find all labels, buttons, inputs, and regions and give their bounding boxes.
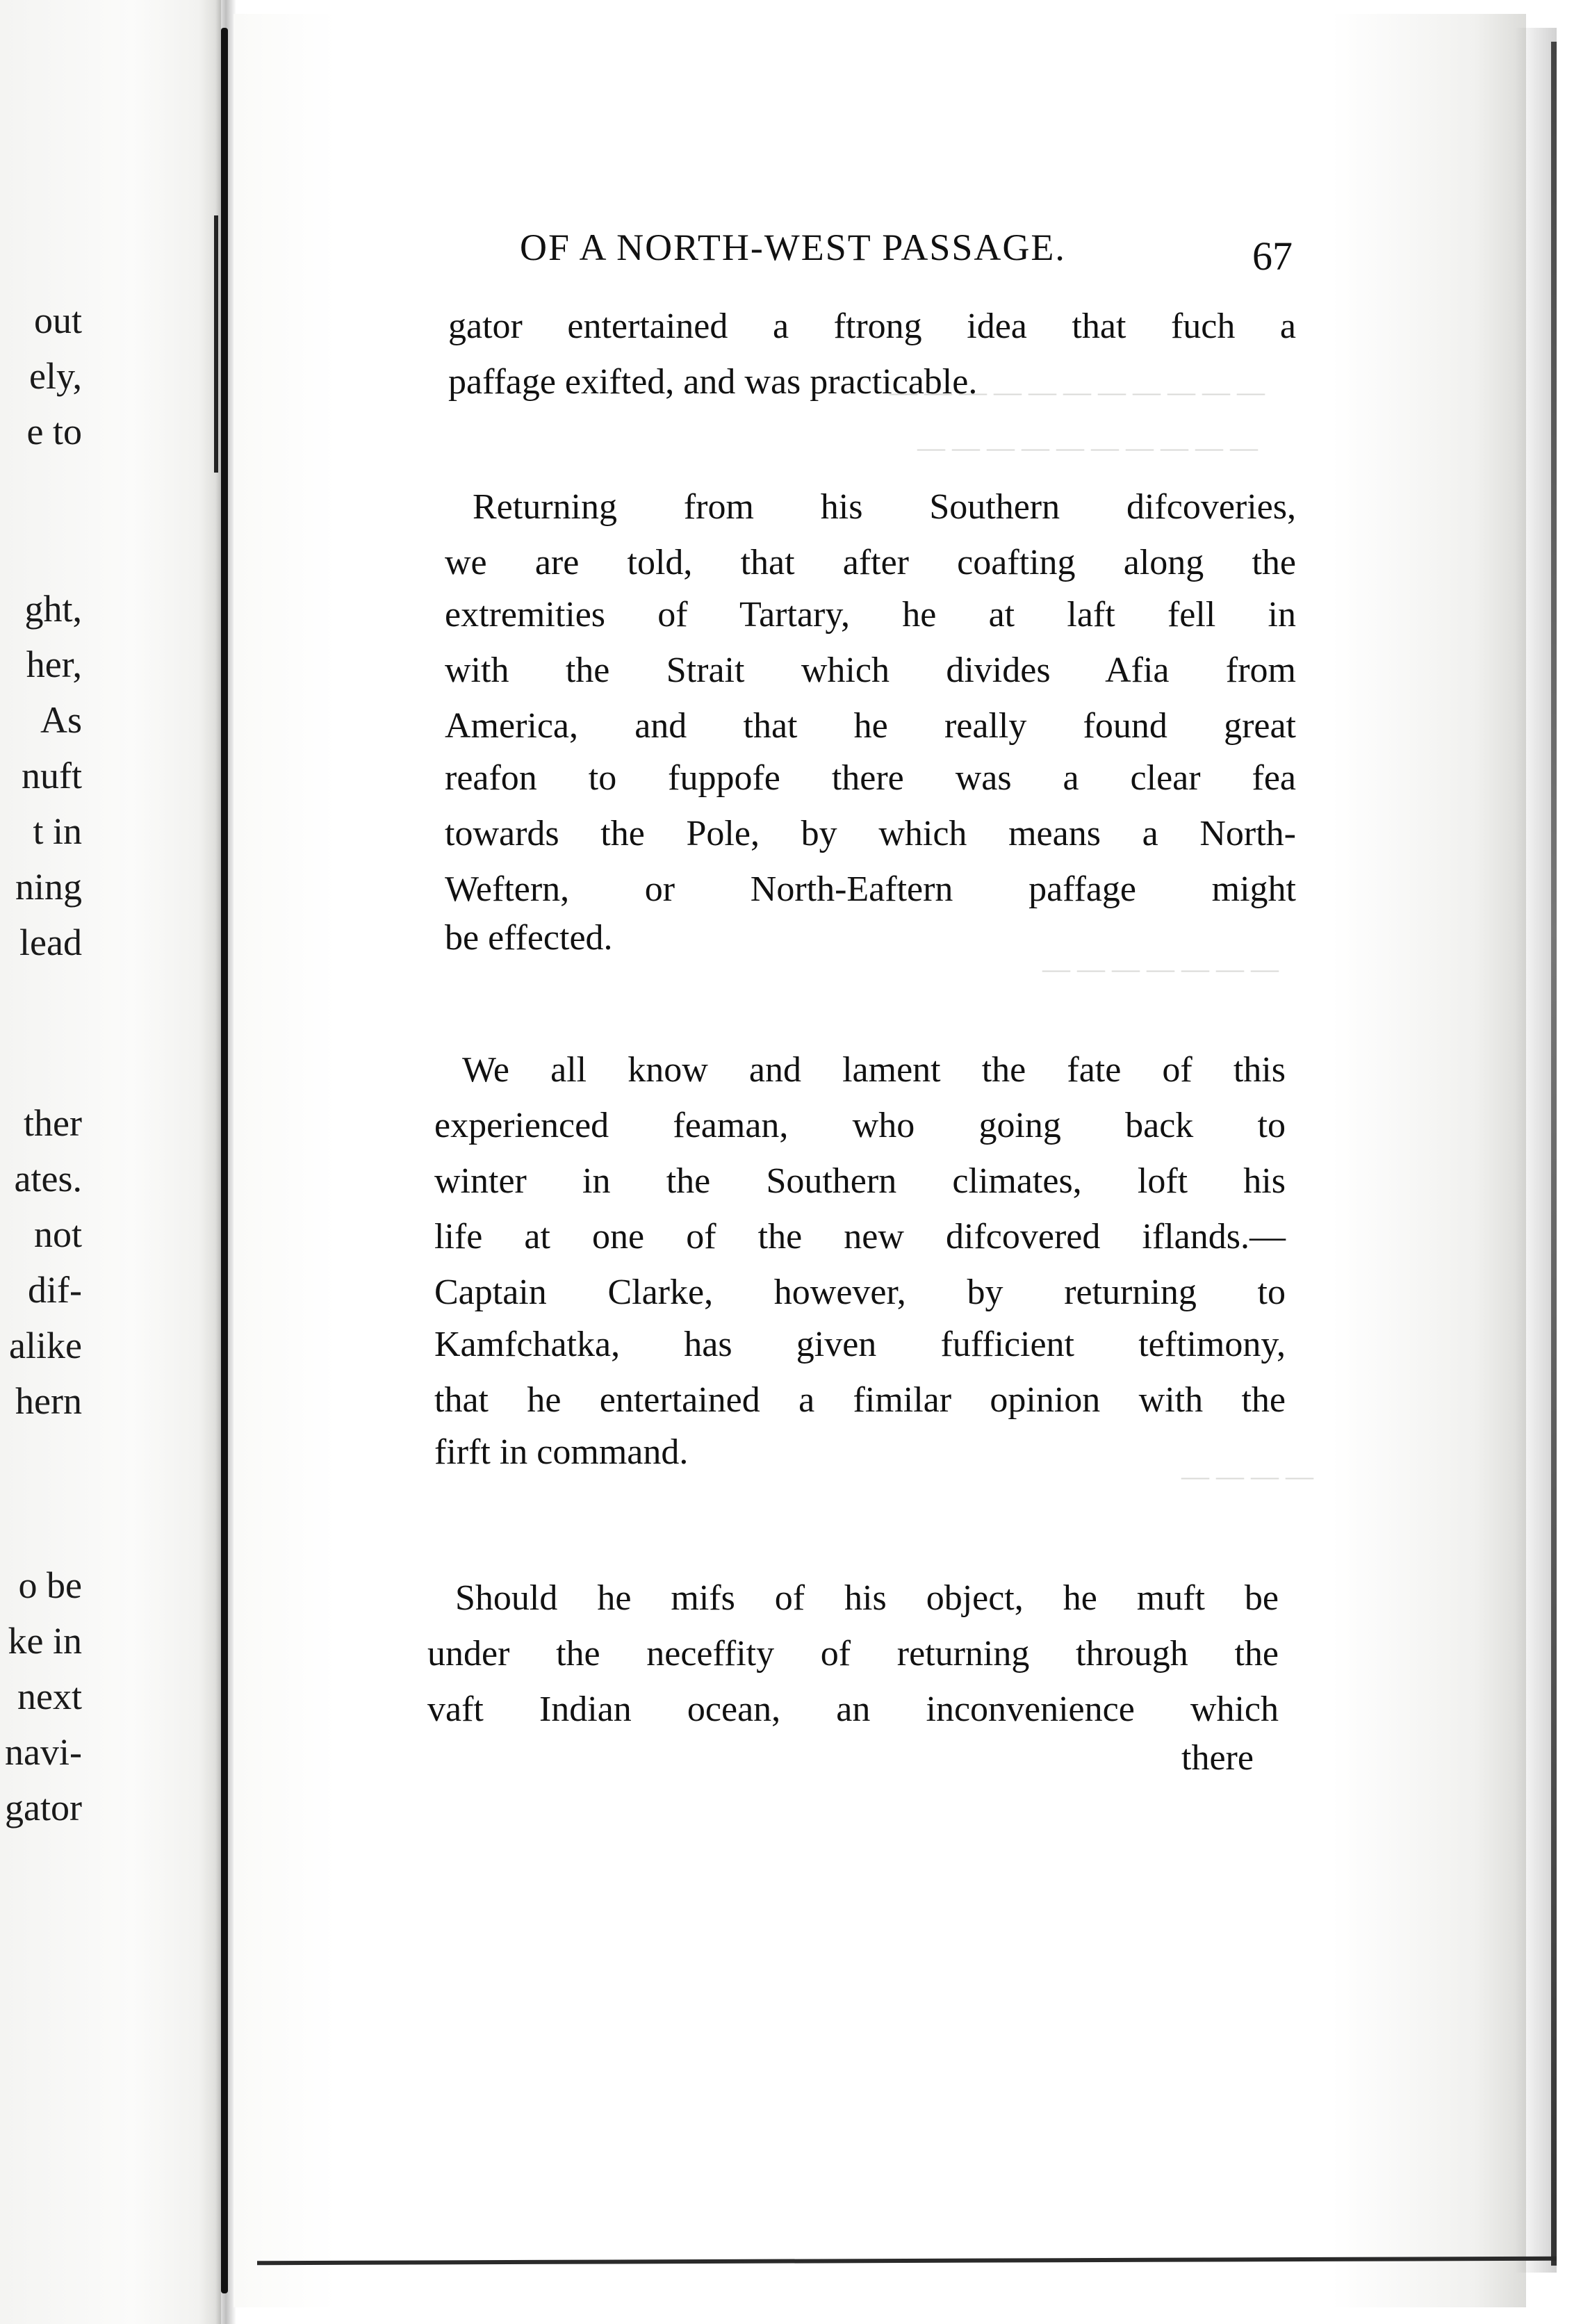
left-page-line: o be — [18, 1564, 82, 1606]
text-line: Captain Clarke, however, by returning to — [434, 1273, 1286, 1312]
text-line: firft in command. — [434, 1432, 689, 1472]
text-line: experienced feaman, who going back to — [434, 1106, 1286, 1145]
left-page-line: t in — [33, 810, 82, 852]
left-page-line: ates. — [14, 1158, 82, 1200]
text-line: Should he mifs of his object, he muft be — [455, 1578, 1279, 1618]
book-scan: out ely, e to ght, her, As nuft t in ning lead ther ates. not dif- alike hern o be ke in next navi- gator — — — — — — — — — — — — — — — — — — — — — — — — — — — — — — — — OF A NORTH-WEST PASSAGE. 67 gator entertained a ftrong idea that fuch a paffage exifted, and was practicable. Returning from his Southern difcoveries, we are told, that after coafting along the extremities of Tartary, he at laft fell in with the Strait which divides Afia from America, and that he really found great reafon to fuppofe there was a clear fea towards the Pole, by which means a North- Weftern, or North-Eaftern paffage might be effected. We all know and lament the fate of this experienced feaman, who going back to winter in the Southern climates, loft his life at one of the new difcovered iflands.— Captain Clarke, however, by returning to Kamfchatka, has given fufficient teftimony, that he entertained a fimilar opinion with the firft in command. Should he mifs of his object, he muft be under the neceffity of returning through the vaft Indian ocean, an inconvenience which there — [0, 0, 1590, 2324]
gutter-mark — [214, 215, 218, 473]
text-line: be effected. — [445, 918, 613, 958]
text-line: America, and that he really found great — [445, 706, 1296, 746]
text-line: We all know and lament the fate of this — [462, 1050, 1286, 1090]
catchword: there — [1181, 1738, 1254, 1778]
text-line: extremities of Tartary, he at laft fell in — [445, 595, 1296, 635]
running-head: OF A NORTH-WEST PASSAGE. — [520, 227, 1066, 268]
left-page-line: her, — [26, 644, 82, 685]
left-page-line: alike — [9, 1325, 82, 1366]
text-line: gator entertained a ftrong idea that fuch a — [448, 306, 1296, 346]
left-page-line: navi- — [5, 1731, 82, 1773]
text-line: winter in the Southern climates, loft his — [434, 1161, 1286, 1201]
gutter-edge — [221, 28, 228, 2293]
left-page-text — [0, 0, 221, 2324]
left-page-line: next — [17, 1676, 82, 1717]
left-page-line: gator — [5, 1787, 82, 1828]
left-page-line: nuft — [22, 755, 82, 796]
text-line: paffage exifted, and was practicable. — [448, 362, 978, 402]
text-line: that he entertained a fimilar opinion with the — [434, 1380, 1286, 1420]
left-page-line: hern — [15, 1380, 82, 1422]
page-right-edge — [1551, 42, 1557, 2266]
text-line: Weftern, or North-Eaftern paffage might — [445, 869, 1296, 909]
left-page-line: As — [40, 699, 82, 741]
left-page-line: lead — [19, 922, 82, 963]
left-page-line: ther — [24, 1102, 82, 1144]
text-line: under the neceffity of returning through the — [427, 1634, 1279, 1674]
left-page-line: ning — [15, 866, 82, 908]
page-edge-shadow — [1515, 28, 1557, 2273]
left-page-line: e to — [26, 411, 82, 452]
text-line: Returning from his Southern difcoveries, — [473, 487, 1296, 527]
left-page-line: not — [33, 1213, 82, 1255]
left-page-line: ke in — [8, 1620, 82, 1662]
left-page-line: ght, — [24, 588, 82, 630]
text-line: vaft Indian ocean, an inconvenience which — [427, 1689, 1279, 1729]
text-line: reafon to fuppofe there was a clear fea — [445, 758, 1296, 798]
text-line: we are told, that after coafting along the — [445, 543, 1296, 582]
text-line: with the Strait which divides Afia from — [445, 650, 1296, 690]
left-page-line: out — [33, 300, 82, 341]
left-page-line: dif- — [28, 1269, 82, 1311]
text-line: life at one of the new difcovered iflands.— — [434, 1217, 1286, 1257]
text-line: towards the Pole, by which means a North- — [445, 814, 1296, 853]
left-page-line: ely, — [29, 355, 82, 397]
text-line: Kamfchatka, has given fufficient teftimony, — [434, 1325, 1286, 1364]
page-number: 67 — [1252, 234, 1293, 279]
